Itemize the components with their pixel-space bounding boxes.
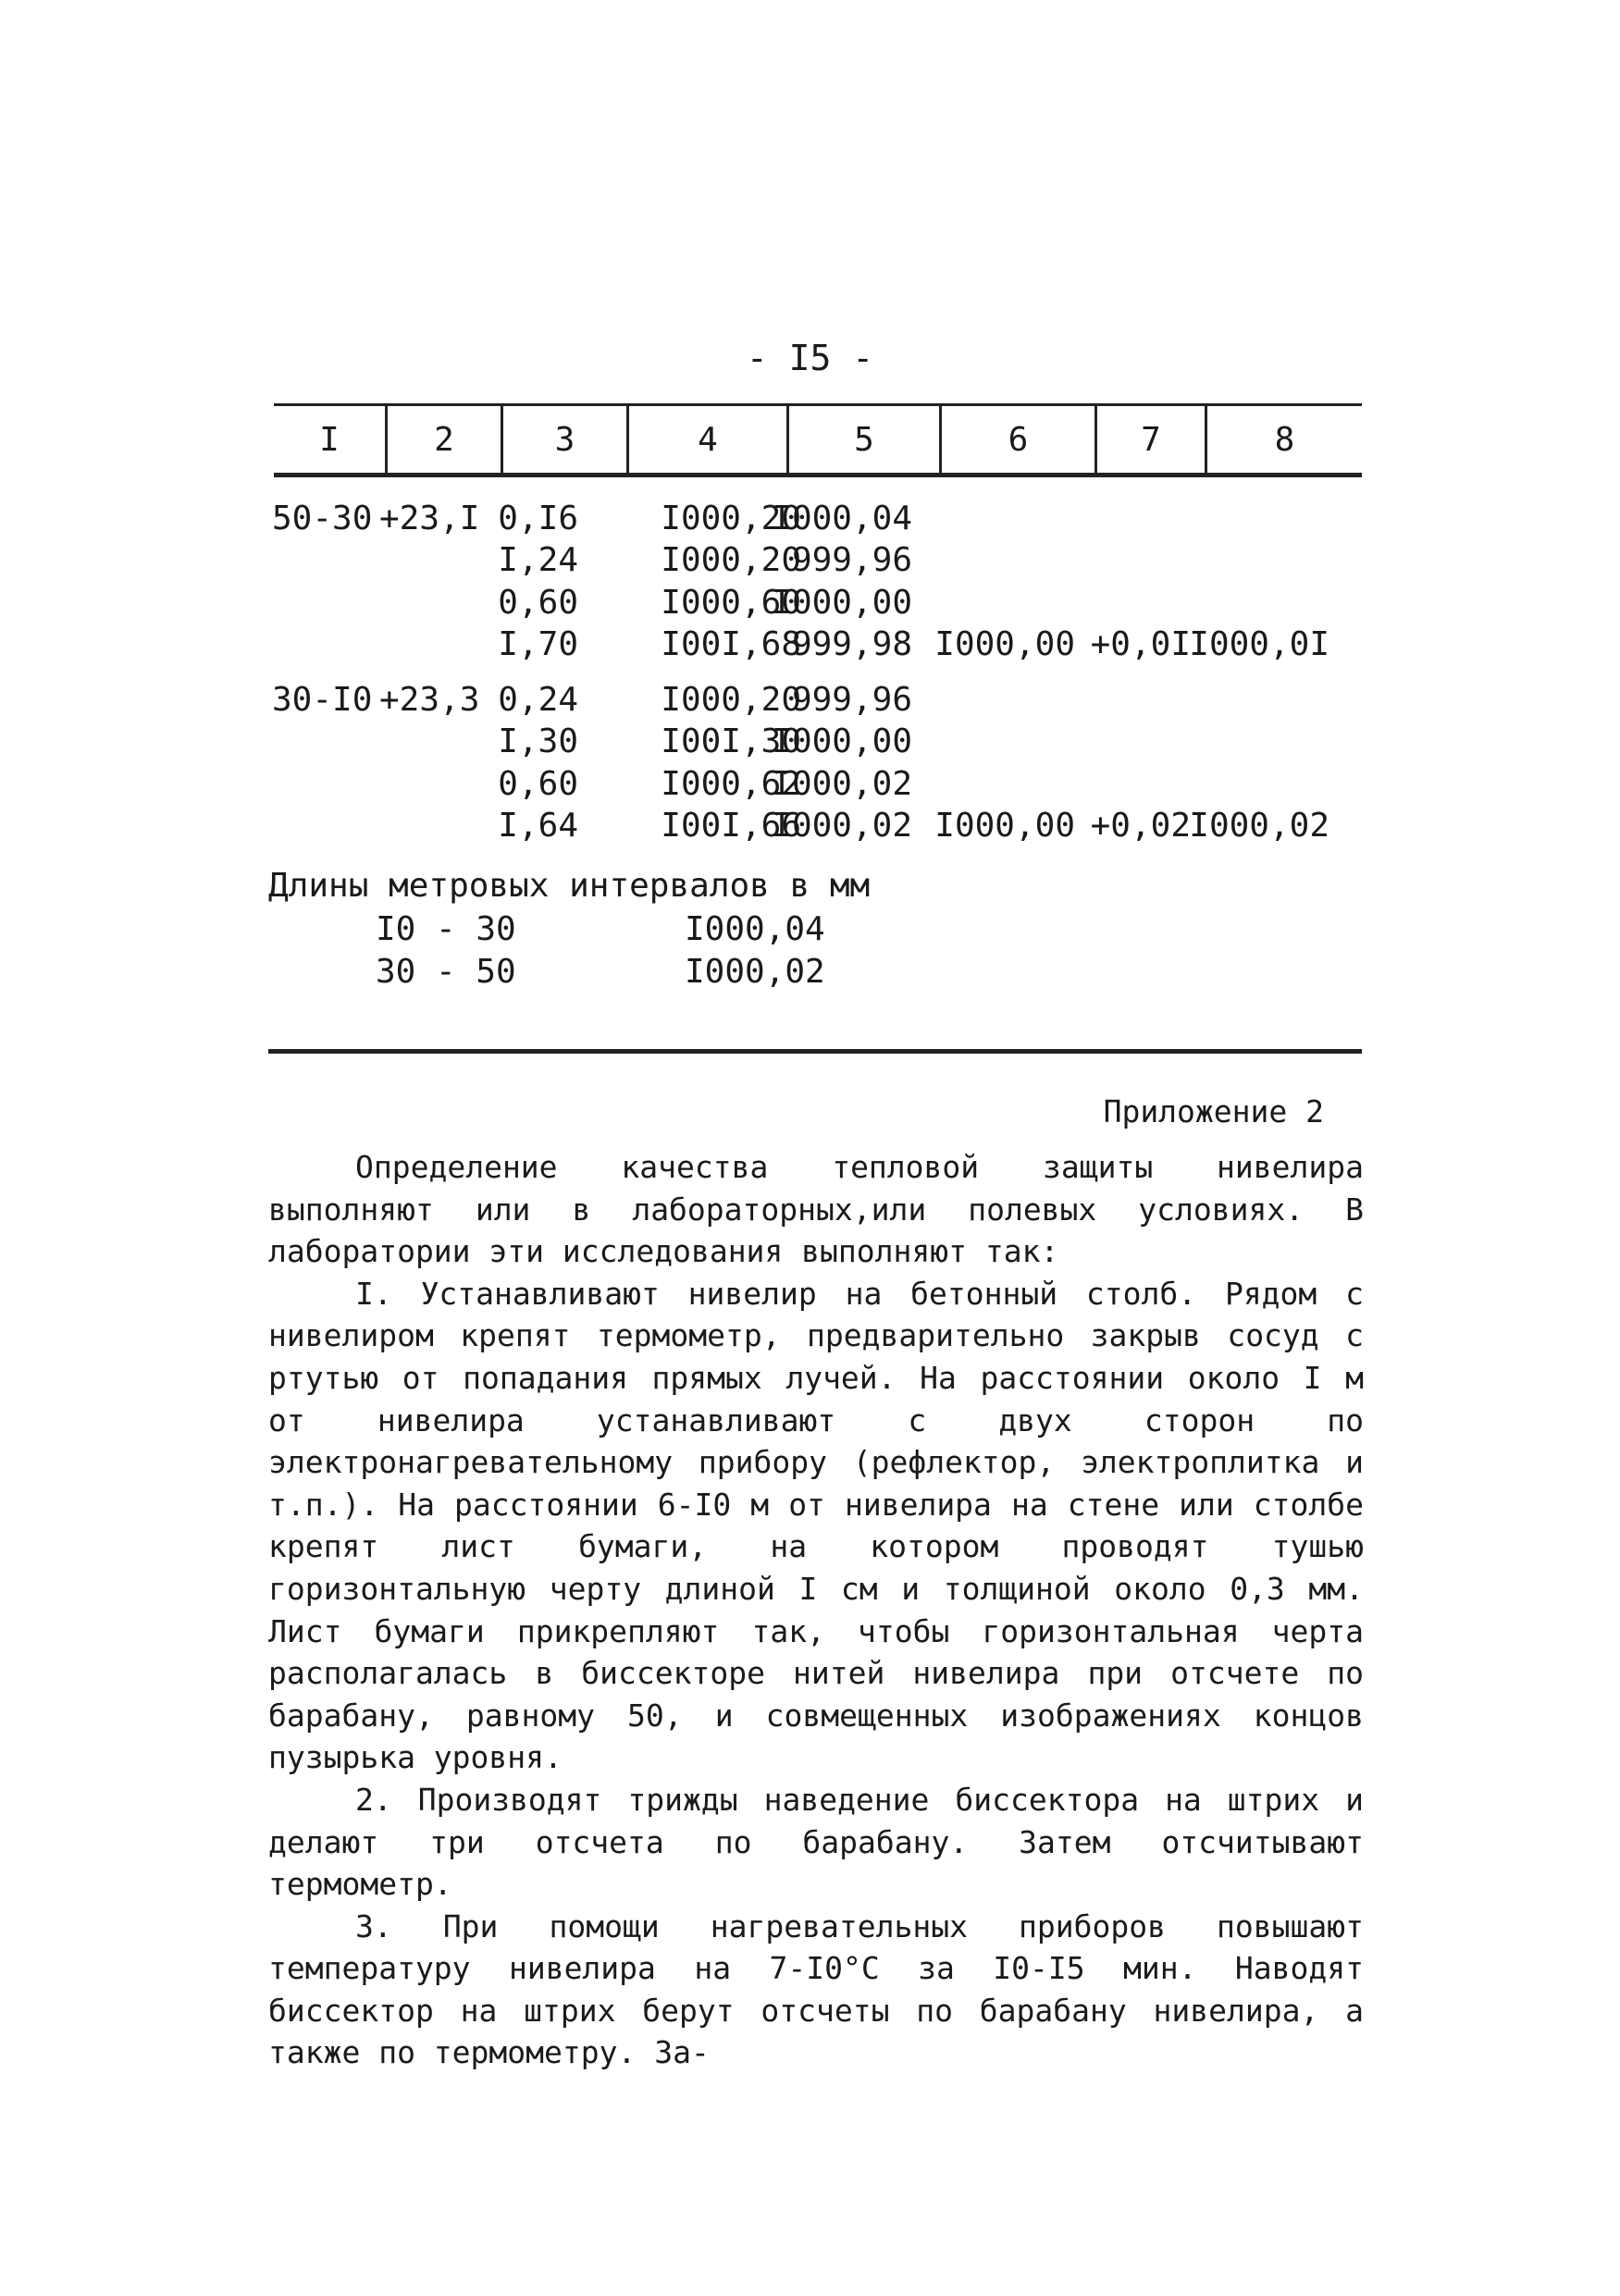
summary-title: Длины метровых интервалов в мм bbox=[268, 867, 871, 905]
col-head-6: 6 bbox=[939, 406, 1094, 473]
interval-cell: 30-I0 bbox=[272, 681, 373, 719]
summary-value: I000,02 bbox=[685, 953, 825, 991]
col-head-5: 5 bbox=[786, 406, 939, 473]
table-cell-c4: I000,20 bbox=[661, 500, 801, 537]
table-cell-c4: I00I,30 bbox=[661, 722, 801, 761]
paragraph: Определение качества тепловой защиты нивелира выполняют или в лабораторных,или полевых условиях. В лаборатории эти исследования выполняют так: bbox=[268, 1149, 1364, 1270]
table-cell-c7: +0,02 bbox=[1090, 806, 1191, 845]
table-cell-c5: I000,02 bbox=[772, 764, 912, 803]
table-cell-c5: 999,96 bbox=[791, 541, 912, 580]
table-cell-c5: I000,02 bbox=[772, 806, 912, 845]
col-head-2: 2 bbox=[385, 406, 501, 473]
table-cell-c4: I000,62 bbox=[661, 764, 801, 803]
table-cell-c5: 999,96 bbox=[791, 681, 912, 719]
table-cell-c4: I00I,66 bbox=[661, 806, 801, 845]
appendix-label: Приложение 2 bbox=[1103, 1093, 1324, 1129]
interval-cell: 50-30 bbox=[272, 500, 373, 537]
table-cell-c3: 0,I6 bbox=[498, 500, 578, 537]
table-header bbox=[274, 403, 1362, 477]
summary-interval: 30 - 50 bbox=[376, 953, 516, 991]
appendix-body bbox=[268, 1146, 1364, 2074]
table-cell-c4: I000,20 bbox=[661, 541, 801, 580]
table-cell-c3: 0,60 bbox=[498, 764, 578, 803]
paragraph: 2. Производят трижды наведение биссектора на штрих и делают три отсчета по барабану. Затем отсчитывают термометр. bbox=[268, 1781, 1364, 1903]
table-cell-c3: 0,24 bbox=[498, 681, 578, 719]
paragraph: 3. При помощи нагревательных приборов повышают температуру нивелира на 7-I0°C за I0-I5 мин. Наводят биссектор на штрих берут отсчеты по барабану нивелира, а также по термометру. За- bbox=[268, 1907, 1364, 2071]
col-head-1: I bbox=[319, 420, 340, 459]
table-cell-c4: I00I,68 bbox=[661, 624, 801, 663]
col-head-4: 4 bbox=[626, 406, 786, 473]
table-cell-c5: I000,04 bbox=[772, 500, 912, 537]
page-number: - I5 - bbox=[746, 338, 874, 378]
table-cell-c3: I,64 bbox=[498, 806, 578, 845]
summary-value: I000,04 bbox=[685, 910, 825, 948]
table-cell-c6: I000,00 bbox=[934, 806, 1075, 845]
summary-interval: I0 - 30 bbox=[376, 910, 516, 948]
table-cell-c5: I000,00 bbox=[772, 583, 912, 622]
correction-cell: +23,I bbox=[379, 500, 480, 537]
section-divider bbox=[268, 1049, 1362, 1054]
table-cell-c8: I000,0I bbox=[1189, 624, 1329, 663]
table-cell-c3: 0,60 bbox=[498, 583, 578, 622]
table-cell-c3: I,30 bbox=[498, 722, 578, 761]
table-cell-c3: I,70 bbox=[498, 624, 578, 663]
table-cell-c3: I,24 bbox=[498, 541, 578, 580]
table-cell-c7: +0,0I bbox=[1090, 624, 1191, 663]
table-cell-c4: I000,60 bbox=[661, 583, 801, 622]
paragraph: I. Устанавливают нивелир на бетонный столб. Рядом с нивелиром крепят термометр, предварительно закрыв сосуд с ртутью от попадания прямых лучей. На расстоянии около I м от нивелира устанавливают с двух сторон по электронагревательному прибору (рефлектор, электроплитка и т.п.). На расстоянии 6-I0 м от нивелира на стене или столбе крепят лист бумаги, на котором проводят тушью горизонтальную черту длиной I см и толщиной около 0,3 мм. Лист бумаги прикрепляют так, чтобы горизонтальная черта располагалась в биссекторе нитей нивелира при отсчете по барабану, равному 50, и совмещенных изображениях концов пузырька уровня. bbox=[268, 1275, 1364, 1776]
table-cell-c5: I000,00 bbox=[772, 722, 912, 761]
table-cell-c5: 999,98 bbox=[791, 624, 912, 663]
correction-cell: +23,3 bbox=[379, 681, 480, 719]
col-head-7: 7 bbox=[1094, 406, 1205, 473]
col-head-3: 3 bbox=[501, 406, 626, 473]
table-cell-c4: I000,20 bbox=[661, 681, 801, 719]
table-cell-c6: I000,00 bbox=[934, 624, 1075, 663]
col-head-8: 8 bbox=[1205, 406, 1362, 473]
table-cell-c8: I000,02 bbox=[1189, 806, 1329, 845]
